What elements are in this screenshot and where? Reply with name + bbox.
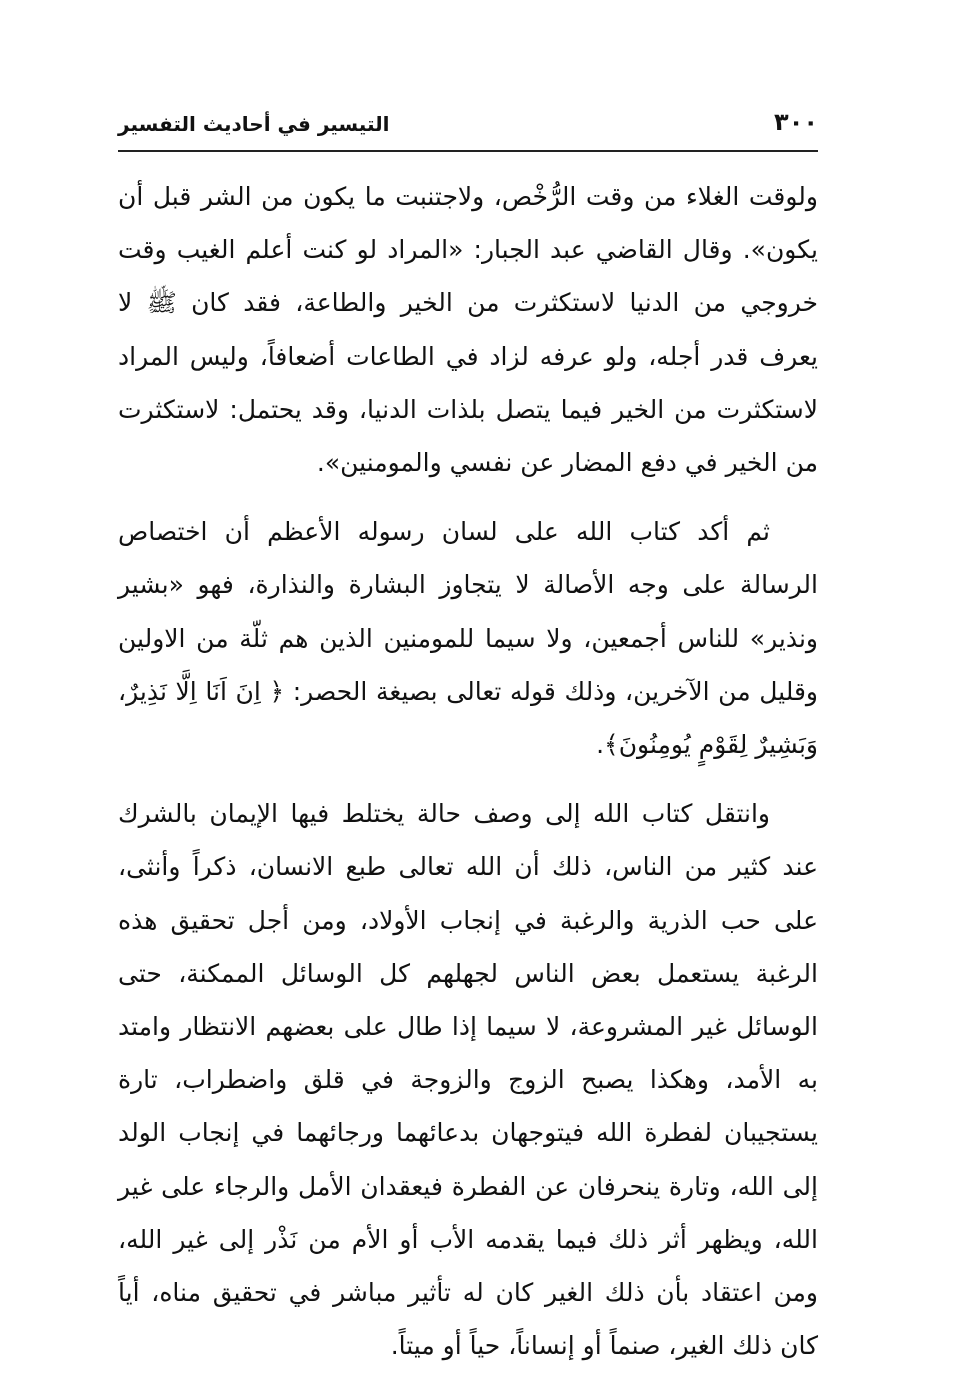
page-number: ٣٠٠ xyxy=(774,108,818,136)
page-body xyxy=(118,170,818,1372)
paragraph-2: ثم أكد كتاب الله على لسان رسوله الأعظم أن اختصاص الرسالة على وجه الأصالة لا يتجاوز البشارة والنذارة، فهو «بشير ونذير» للناس أجمعين، ولا سيما للمومنين الذين هم ثلّة من الاولين وقليل من الآخرين، وذلك قوله تعالى بصيغة الحصر: ﴿ اِنَ اَنَا اِلَّا نَذِيرٌ، وَبَشِيرٌ لِقَوْمٍ يُومِنُونَ﴾. xyxy=(118,517,818,760)
paragraph-3: وانتقل كتاب الله إلى وصف حالة يختلط فيها الإيمان بالشرك عند كثير من الناس، ذلك أن الله تعالى طبع الانسان، ذكراً وأنثى، على حب الذرية والرغبة في إنجاب الأولاد، ومن أجل تحقيق هذه الرغبة يستعمل بعض الناس لجهلهم كل الوسائل الممكنة، حتى الوسائل غير المشروعة، لا سيما إذا طال على بعضهم الانتظار وامتد به الأمد، وهكذا يصبح الزوج والزوجة في قلق واضطراب، تارة يستجيبان لفطرة الله فيتوجهان بدعائهما ورجائهما في إنجاب الولد إلى الله، وتارة ينحرفان عن الفطرة فيعقدان الأمل والرجاء على غير الله، ويظهر أثر ذلك فيما يقدمه الأب أو الأم من نَذْر إلى غير الله، ومن اعتقاد بأن ذلك الغير كان له تأثير مباشر في تحقيق مناه، أياً كان ذلك الغير، صنماً أو إنساناً، حياً أو ميتاً. xyxy=(118,799,818,1361)
paragraph-1: ولوقت الغلاء من وقت الرُّخْص، ولاجتنبت ما يكون من الشر قبل أن يكون». وقال القاضي عبد الجبار: «المراد لو كنت أعلم الغيب وقت خروجي من الدنيا لاستكثرت من الخير والطاعة، فقد كان ﷺ لا يعرف قدر أجله، ولو عرفه لزاد في الطاعات أضعافاً، وليس المراد لاستكثرت من الخير فيما يتصل بلذات الدنيا، وقد يحتمل: لاستكثرت من الخير في دفع المضار عن نفسي والمومنين». xyxy=(118,182,818,478)
header-divider xyxy=(118,150,818,152)
page-header xyxy=(118,108,818,142)
running-title: التيسير في أحاديث التفسير xyxy=(118,112,390,136)
